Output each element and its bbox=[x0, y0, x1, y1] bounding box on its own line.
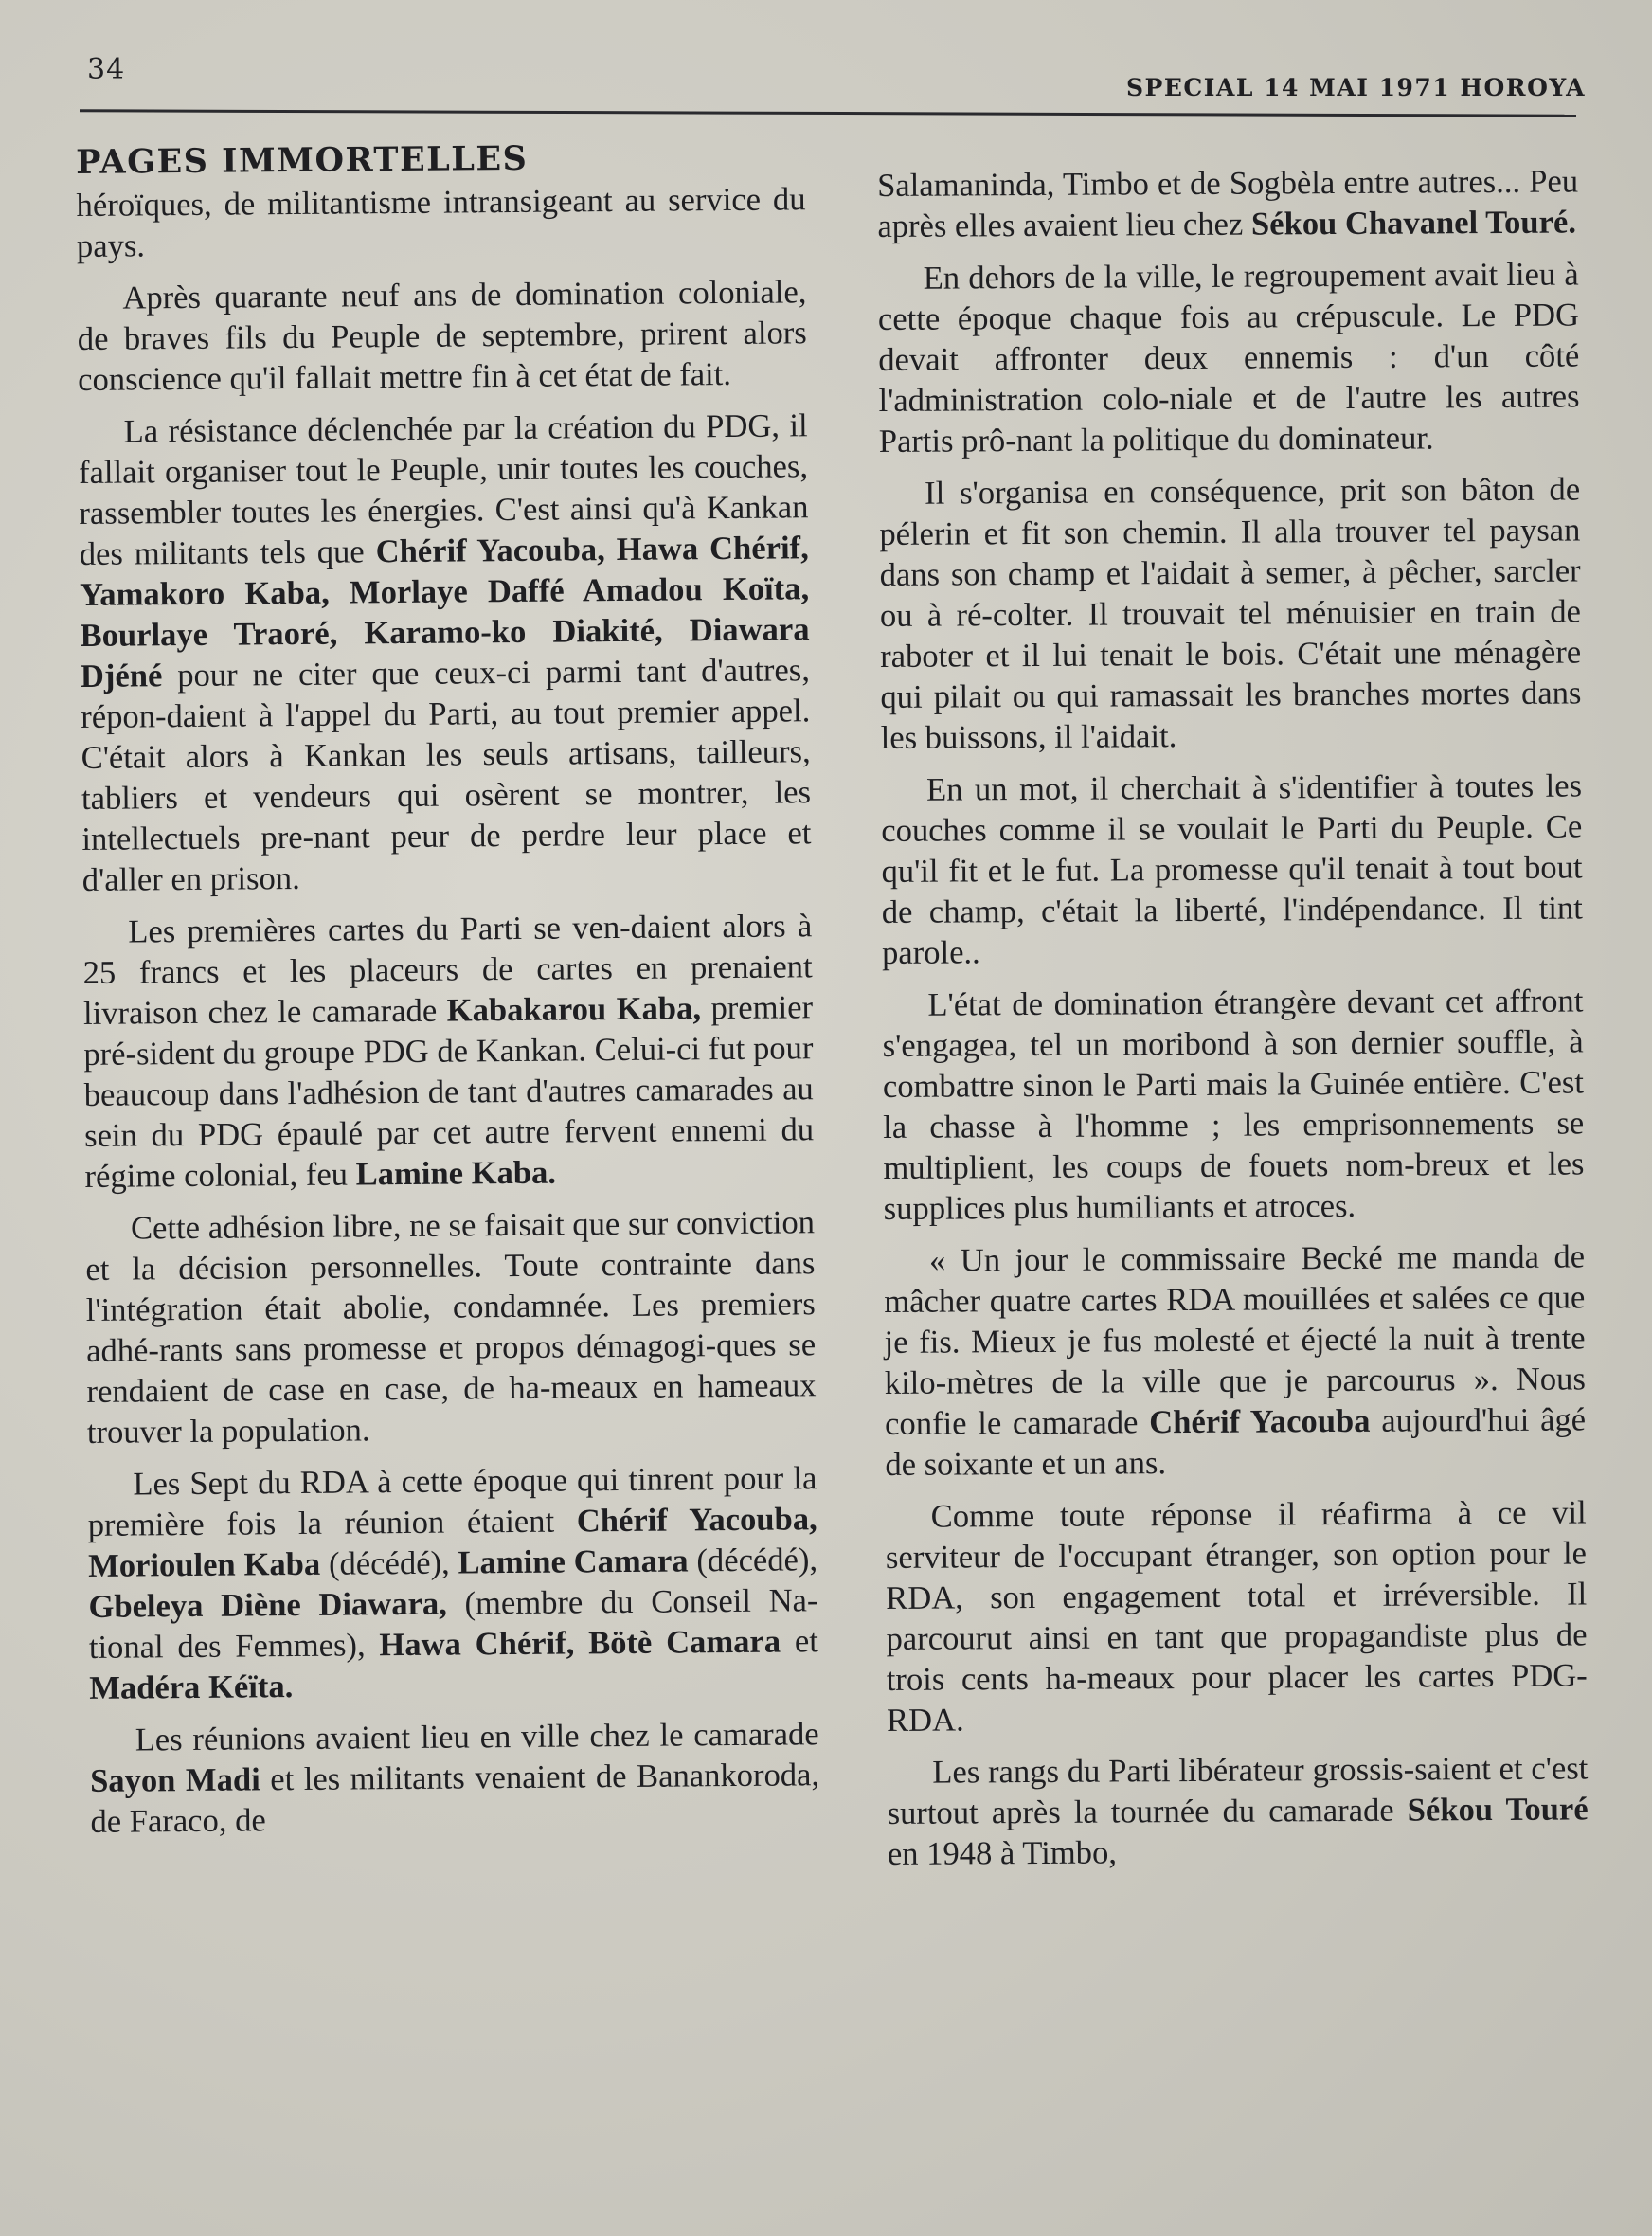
text-run: En dehors de la ville, le regroupement avait lieu à cette époque chaque fois au crépuscule. Le PDG devait affronter deux ennemis : d'un côté l'administration colo-niale et de l'autre les autres Partis prô-nant la politique du dominateur. bbox=[877, 256, 1580, 460]
text-run: et bbox=[780, 1623, 819, 1660]
bold-name: Sékou Chavanel Touré. bbox=[1250, 204, 1577, 243]
paragraph bbox=[884, 1236, 1587, 1486]
paragraph bbox=[90, 1714, 820, 1843]
paragraph bbox=[887, 1748, 1589, 1875]
page-number: 34 bbox=[87, 53, 126, 86]
text-run: pour ne citer que ceux-ci parmi tant d'autres, répon-daient à l'appel du Parti, au tout premier appel. C'était alors à Kankan les seuls artisans, tailleurs, tabliers et vendeurs qui osèrent se montrer, les intellectuels pre-nant peur de perdre leur place et d'aller en prison. bbox=[81, 652, 812, 898]
text-run: Comme toute réponse il réafirma à ce vil serviteur de l'occupant étranger, son option pour le RDA, son engagement total et irréversible. Il parcourut ainsi en tant que propagandiste plus de trois cents ha-meaux pour placer les cartes PDG-RDA. bbox=[885, 1494, 1588, 1739]
paragraph bbox=[77, 272, 807, 401]
text-run: La résistance déclenchée par la création du PDG, il fallait organiser tout le Peuple, unir toutes les couches, rassembler toutes les énergies. C'est ainsi qu'à Kankan des militants tels que bbox=[78, 407, 809, 572]
text-run: héroïques, de militantisme intransigeant au service du pays. bbox=[76, 181, 806, 264]
header-rule bbox=[80, 109, 1576, 117]
left-column bbox=[76, 135, 820, 1854]
paragraph bbox=[879, 469, 1582, 759]
bold-name: Chérif Yacouba bbox=[1149, 1402, 1371, 1441]
paragraph bbox=[87, 1458, 818, 1709]
bold-name: Kabakarou Kaba, bbox=[446, 990, 702, 1029]
text-run: Après quarante neuf ans de domination coloniale, de braves fils du Peuple de septembre, prirent alors conscience qu'il fallait mettre fin à cet état de fait. bbox=[77, 274, 807, 398]
text-run: Les réunions avaient lieu en ville chez le camarade bbox=[135, 1716, 819, 1758]
text-run: (décédé), bbox=[320, 1544, 458, 1582]
text-run: L'état de domination étrangère devant cet affront s'engagea, tel un moribond à son dernier souffle, à combattre sinon le Parti mais la Guinée entière. C'est la chasse à l'homme ; les emprisonnements se multiplient, les coups de fouets nom-breux et les supplices plus humiliants et atroces. bbox=[882, 983, 1585, 1227]
text-run: premier pré-sident du groupe PDG de Kankan. Celui-ci fut pour beaucoup dans l'adhésion de tant d'autres camarades au sein du PDG épaulé par cet autre fervent ennemi du régime colonial, feu bbox=[83, 989, 815, 1195]
text-run: « Un jour le commissaire Becké me manda de mâcher quatre cartes RDA mouillées et salées ce que je fis. Mieux je fus molesté et éjecté la nuit à trente kilo-mètres de la ville que je parcourus ». Nous confie le camarade bbox=[884, 1238, 1586, 1442]
paragraph bbox=[881, 766, 1583, 974]
paragraph bbox=[882, 981, 1585, 1230]
bold-name: Chérif Yacouba, Hawa Chérif, Yamakoro Kaba, Morlaye Daffé Amadou Koïta, Bourlaye Traoré, Karamo-ko Diakité, Diawara Djéné bbox=[80, 530, 810, 694]
text-run: Les rangs du Parti libérateur grossis-saient et c'est surtout après la tournée du camarade bbox=[887, 1750, 1589, 1831]
bold-name: Sékou Touré bbox=[1407, 1791, 1589, 1829]
text-run: en 1948 à Timbo, bbox=[887, 1834, 1118, 1872]
bold-name: Lamine Camara bbox=[458, 1542, 689, 1581]
bold-name: Madéra Kéïta. bbox=[89, 1668, 294, 1706]
paragraph bbox=[886, 1492, 1589, 1741]
paragraph bbox=[878, 254, 1580, 462]
paragraph bbox=[82, 906, 815, 1198]
bold-name: Gbeleya Diène Diawara, bbox=[88, 1585, 447, 1625]
text-run: Il s'organisa en conséquence, prit son bâton de pélerin et fit son chemin. Il alla trouver tel paysan dans son champ et l'aidait à semer, à pêcher, sarcler ou à ré-colter. Il trouvait tel ménuisier en train de raboter et il lui tenait le bois. C'était une ménagère qui pilait ou qui ramassait les branches mortes dans les buissons, il l'aidait. bbox=[879, 471, 1582, 756]
text-run: aujourd'hui âgé de soixante et un ans. bbox=[885, 1401, 1587, 1483]
text-run: En un mot, il cherchait à s'identifier à toutes les couches comme il se voulait le Parti du Peuple. Ce qu'il fit et le fut. La promesse qu'il tenait à tout bout de champ, c'était la liberté, l'indépendance. Il tint parole.. bbox=[881, 767, 1583, 971]
section-heading: PAGES IMMORTELLES bbox=[76, 138, 529, 182]
right-column bbox=[877, 161, 1589, 1885]
bold-name: Hawa Chérif, Bötè Camara bbox=[379, 1623, 781, 1664]
running-header: SPECIAL 14 MAI 1971 HOROYA bbox=[1125, 74, 1586, 101]
text-run: Cette adhésion libre, ne se faisait que sur conviction et la décision personnelles. Toute contrainte dans l'intégration était abolie, condamnée. Les premiers adhé-rants sans promesse et propos démagogi-ques se rendaient de case en case, de ha-meaux en hameaux trouver la population. bbox=[85, 1204, 817, 1451]
bold-name: Lamine Kaba. bbox=[355, 1154, 557, 1193]
bold-name: Sayon Madi bbox=[89, 1761, 260, 1799]
text-run: Salamaninda, Timbo et de Sogbèla entre autres... Peu après elles avaient lieu chez bbox=[877, 163, 1579, 244]
text-run: (membre du Conseil Na-tional des Femmes), bbox=[88, 1582, 818, 1666]
paragraph bbox=[85, 1202, 817, 1453]
text-run: Les premières cartes du Parti se ven-daient alors à 25 francs et les placeurs de cartes en prenaient livraison chez le camarade bbox=[82, 908, 813, 1032]
text-run: (décédé), bbox=[688, 1542, 818, 1579]
paragraph bbox=[78, 406, 811, 901]
paragraph bbox=[877, 161, 1579, 247]
text-run: Les Sept du RDA à cette époque qui tinrent pour la première fois la réunion étaient bbox=[87, 1460, 817, 1543]
text-run: et les militants venaient de Banankoroda, de Faraco, de bbox=[90, 1757, 820, 1840]
paragraph bbox=[76, 179, 806, 267]
bold-name: Chérif Yacouba, Morioulen Kaba bbox=[87, 1501, 817, 1584]
